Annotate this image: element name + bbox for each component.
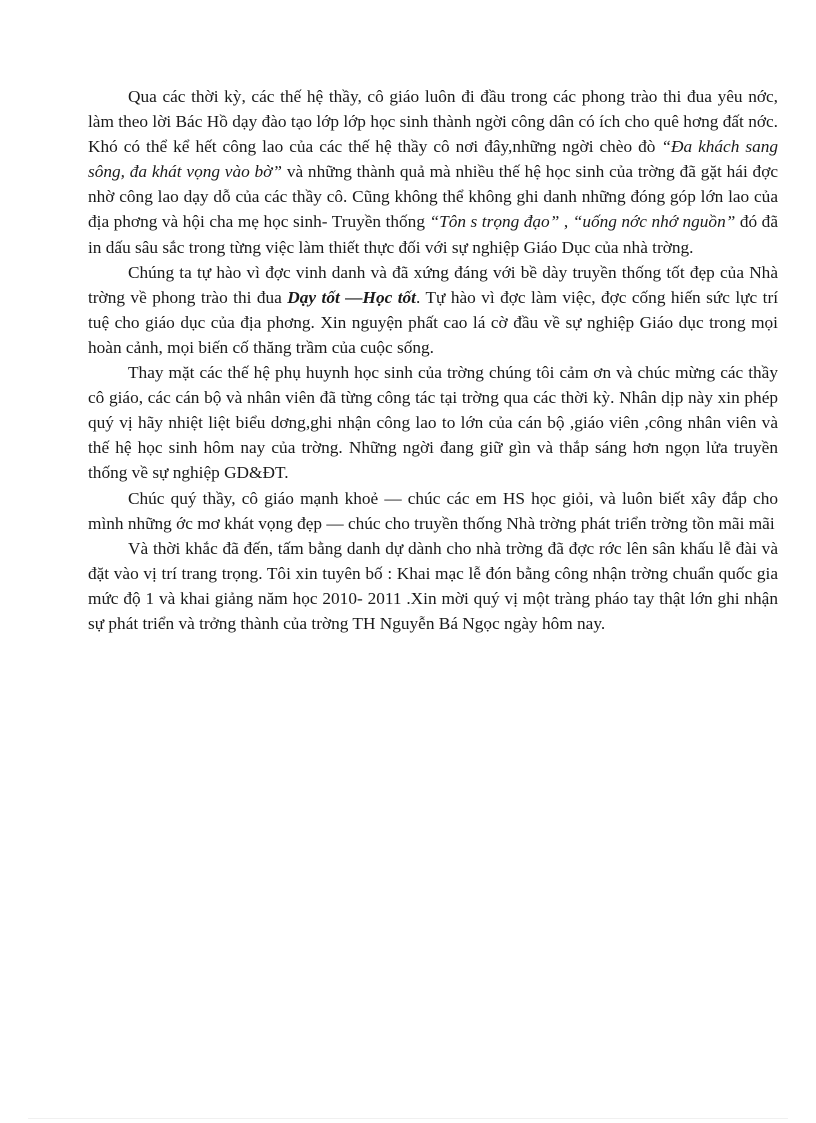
quote-ferry: “Đa khách sang sông, đa khát vọng vào bờ”	[88, 137, 778, 182]
document-body	[88, 84, 778, 636]
paragraph-1-text-g: đó đã in dấu sâu sắc trong từng việc làm thiết thực đối với sự nghiệp Giáo Dục của nhà trờng.	[88, 212, 778, 257]
paragraph-2-text-a: Chúng ta tự hào vì đợc vinh danh và đã xứng đáng với bề dày truyền thống tốt đẹp của Nhà trờng về phong trào thi đua	[88, 262, 778, 307]
slogan-teach-learn-well: Dạy tốt —Học tốt	[287, 287, 416, 307]
paragraph-2	[88, 260, 778, 360]
page-bottom-edge	[28, 1118, 788, 1119]
quote-respect-teachers: “Tôn s trọng đạo”	[429, 212, 560, 232]
paragraph-1-separator: ,	[559, 212, 573, 232]
paragraph-1	[88, 84, 778, 260]
paragraph-5: Và thời khắc đã đến, tấm bằng danh dự dành cho nhà trờng đã đợc rớc lên sân khấu lễ đài và đặt vào vị trí trang trọng. Tôi xin tuyên bố : Khai mạc lễ đón bằng công nhận trờng chuẩn quốc gia mức độ 1 và khai giảng năm học 2010- 2011 .Xin mời quý vị một tràng pháo tay thật lớn ghi nhận sự phát triển và trởng thành của trờng TH Nguyễn Bá Ngọc ngày hôm nay.	[88, 538, 778, 633]
quote-remember-source: “uống nớc nhớ nguồn”	[572, 212, 736, 232]
paragraph-1-text-a: Qua các thời kỳ, các thế hệ thầy, cô giáo luôn đi đầu trong các phong trào thi đua yêu nớc, làm theo lời Bác Hồ dạy đào tạo lớp lớp học sinh thành ngời công dân có ích cho quê hơng đất nớc. Khó có thể kể hết công lao của các thế hệ thầy cô nơi đây,những ngời chèo đò	[88, 87, 778, 157]
paragraph-2-text-c: . Tự hào vì đợc làm việc, đợc cống hiến sức lực trí tuệ cho giáo dục của địa phơng. Xin nguyện phất cao lá cờ đầu về sự nghiệp Giáo dục trong mọi hoàn cảnh, mọi biến cố thăng trầm của cuộc sống.	[88, 287, 778, 357]
paragraph-1-text-c: và những thành quả mà nhiều thế hệ học sinh của trờng đã gặt hái đợc nhờ công lao dạy dỗ của các thầy cô. Cũng không thể không ghi danh những đóng góp lớn lao của địa phơng và hội cha mẹ học sinh- Truyền thống	[88, 162, 778, 232]
paragraph-4: Chúc quý thầy, cô giáo mạnh khoẻ — chúc các em HS học giỏi, và luôn biết xây đắp cho mình những ớc mơ khát vọng đẹp — chúc cho truyền thống Nhà trờng phát triển trờng tồn mãi mãi	[88, 488, 778, 533]
paragraph-3: Thay mặt các thế hệ phụ huynh học sinh của trờng chúng tôi cảm ơn và chúc mừng các thầy cô giáo, các cán bộ và nhân viên đã từng công tác tại trờng qua các thời kỳ. Nhân dịp này xin phép quý vị hãy nhiệt liệt biểu dơng,ghi nhận công lao to lớn của cán bộ ,giáo viên ,công nhân viên và thế hệ học sinh hôm nay của trờng. Những ngời đang giữ gìn và thắp sáng hơn ngọn lửa truyền thống về sự nghiệp GD&ĐT.	[88, 363, 778, 483]
